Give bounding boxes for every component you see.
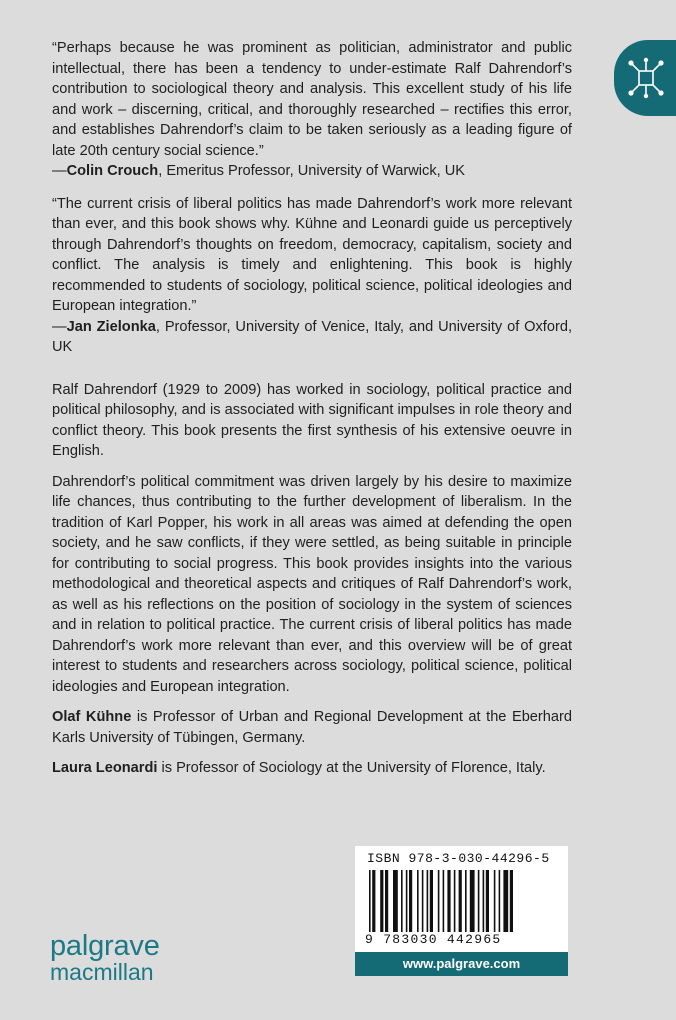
endorsement-quote-1 [52, 38, 572, 182]
publisher-logo-line2: macmillan [50, 959, 154, 985]
publisher-logo [50, 932, 160, 984]
barcode-bar [430, 870, 433, 934]
barcode-bar [486, 870, 489, 934]
author-bio [52, 758, 572, 779]
quote-text: “Perhaps because he was prominent as politician, administrator and public intellectual, there has been a tendency to under-estimate Ralf Dahrendorf’s contribution to sociological theory and analysis. This excellent study of his life and work – discerning, critical, and thoroughly researched – rectifies this error, and establishes Dahrendorf’s claim to be taken seriously as a leading figure of late 20th century social science.” [52, 40, 572, 159]
quote-attribution [52, 317, 572, 358]
barcode-bar [401, 870, 403, 934]
quote-text: “The current crisis of liberal politics has made Dahrendorf’s work more relevant than ever, and this book shows why. Kühne and Leonardi guide us perceptively through Dahrendorf’s thoughts on freedom, democracy, capitalism, society and conflict. The analysis is timely and enlightening. This book is highly recommended to students of sociology, political science, political ideologies and European integration.” [52, 195, 572, 314]
barcode-bar [510, 870, 513, 934]
attribution-dash: — [52, 318, 67, 335]
author-description: is Professor of Sociology at the University of Florence, Italy. [157, 760, 546, 776]
barcode-bar [478, 870, 480, 934]
author-bio [52, 707, 572, 748]
quote-attribution [52, 161, 572, 182]
barcode [365, 870, 557, 934]
endorser-name: Jan Zielonka [66, 318, 156, 335]
barcode-bar [447, 870, 450, 934]
barcode-bar [372, 870, 375, 934]
attribution-dash: — [52, 163, 67, 179]
author-name: Olaf Kühne [52, 709, 132, 725]
barcode-bar [393, 870, 398, 934]
endorser-affiliation: , Emeritus Professor, University of Warwick, UK [158, 163, 466, 179]
barcode-bar [427, 870, 429, 934]
barcode-bar [503, 870, 508, 934]
barcode-bar [499, 870, 501, 934]
barcode-bar [422, 870, 424, 934]
barcode-bar [483, 870, 485, 934]
isbn-barcode-box [355, 846, 568, 952]
author-description: is Professor of Urban and Regional Development at the Eberhard Karls University of Tübingen, Germany. [52, 709, 572, 746]
barcode-bar [409, 870, 412, 934]
barcode-bar [385, 870, 388, 934]
isbn-label: ISBN 978-3-030-44296-5 [367, 851, 550, 866]
barcode-bar [369, 870, 371, 934]
barcode-bar [380, 870, 383, 934]
back-cover-text [52, 38, 572, 789]
barcode-bar [406, 870, 408, 934]
author-name: Laura Leonardi [52, 760, 158, 776]
barcode-bar [438, 870, 440, 934]
endorsement-quote-2 [52, 194, 572, 358]
network-node-icon [626, 54, 666, 102]
publisher-logo-line1: palgrave [50, 930, 160, 962]
barcode-bar [443, 870, 445, 934]
barcode-bar [459, 870, 462, 934]
barcode-digits: 9 783030 442965 [365, 932, 555, 947]
barcode-bar [465, 870, 467, 934]
description-paragraph: Dahrendorf’s political commitment was driven largely by his desire to maximize life chances, thus contributing to the further development of liberalism. In the tradition of Karl Popper, his work in all areas was aimed at defending the open society, and he saw conflicts, if they were settled, as being suitable in principle for contributing to social progress. This book provides insights into the various methodological and theoretical aspects and critiques of Ralf Dahrendorf’s work, as well as his reflections on the position of sociology in the system of sciences and in relation to political practice. The current crisis of liberal politics has made Dahrendorf’s work more relevant than ever, and this overview will be of great interest to students and researchers across sociology, political science, political ideologies and European integration. [52, 473, 572, 695]
barcode-bar [470, 870, 475, 934]
publisher-url: www.palgrave.com [355, 952, 568, 976]
publisher-badge [614, 40, 676, 116]
barcode-bar [494, 870, 496, 934]
endorser-name: Colin Crouch [66, 163, 159, 179]
barcode-bar [417, 870, 419, 934]
endorser-affiliation: , Professor, University of Venice, Italy, and University of Oxford, UK [52, 318, 572, 355]
description-paragraph: Ralf Dahrendorf (1929 to 2009) has worked in sociology, political practice and political philosophy, and is associated with significant impulses in role theory and conflict theory. This book presents the first synthesis of his extensive oeuvre in English. [52, 381, 572, 459]
barcode-bar [454, 870, 456, 934]
